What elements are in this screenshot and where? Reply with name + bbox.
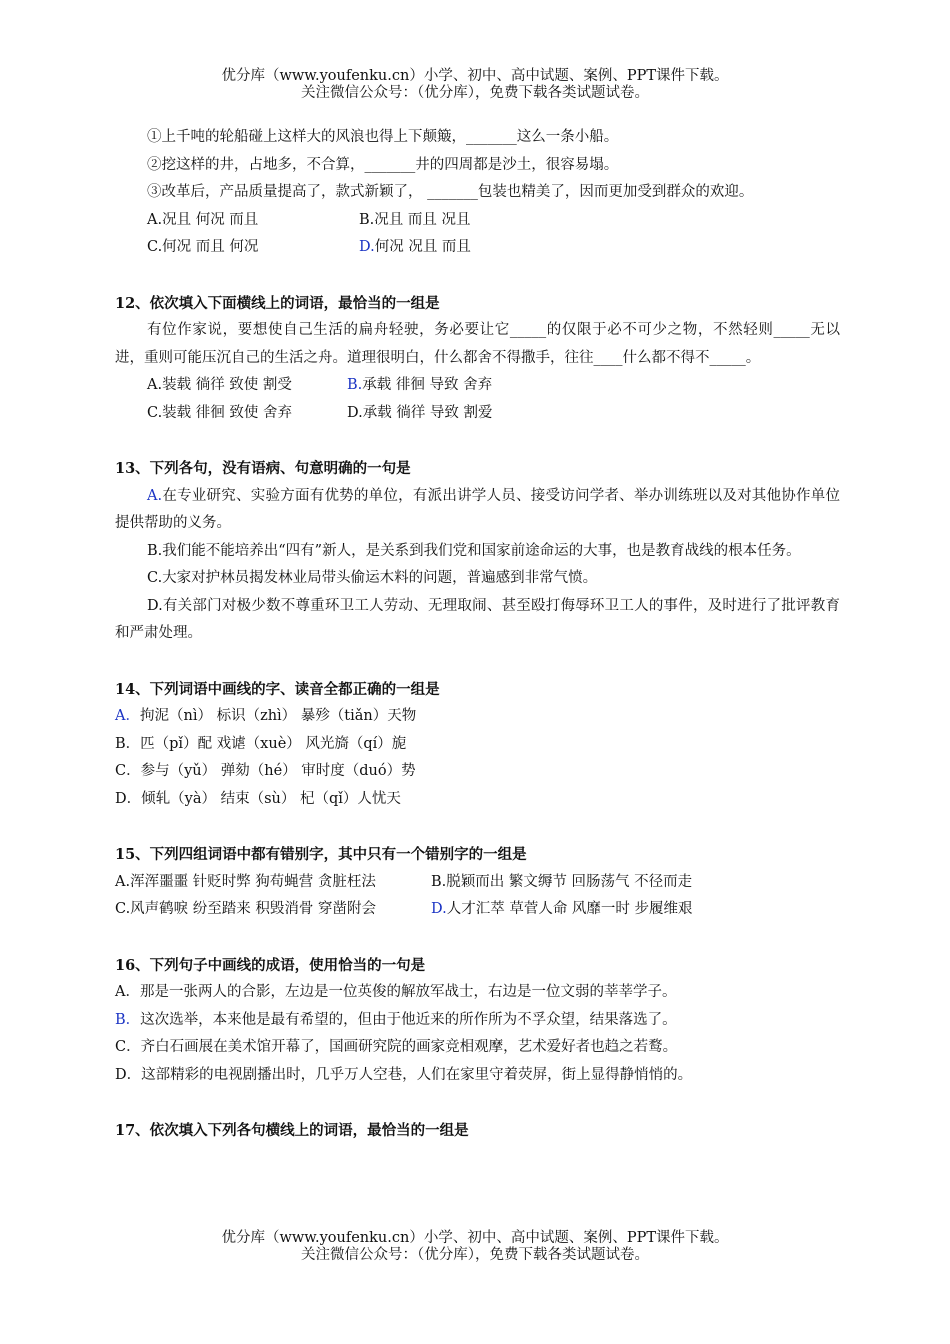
q17-title: 17、依次填入下列各句横线上的词语，最恰当的一组是 bbox=[115, 1122, 469, 1139]
page-footer bbox=[0, 1230, 950, 1264]
q11-options-row-2 bbox=[115, 234, 840, 262]
q16-option-c: C．齐白石画展在美术馆开幕了，国画研究院的画家竞相观摩，艺术爱好者也趋之若鹜。 bbox=[115, 1039, 678, 1055]
q13-option-c: C.大家对护林员揭发林业局带头偷运木料的问题，普遍感到非常气愤。 bbox=[147, 570, 598, 586]
q12-option-b bbox=[347, 372, 492, 400]
q15-option-d-text: 人才汇萃 草菅人命 风靡一时 步履维艰 bbox=[446, 901, 693, 917]
question-16 bbox=[115, 952, 840, 1090]
question-15 bbox=[115, 841, 840, 924]
q14-option-d: D．倾轧（yà） 结束（sù） 杞（qǐ）人忧天 bbox=[115, 790, 401, 807]
page-header bbox=[0, 68, 950, 102]
q12-options-row-1 bbox=[115, 372, 840, 400]
q12-option-a: A.装载 徜徉 致使 割受 bbox=[147, 377, 292, 393]
q15-option-d-letter: D. bbox=[431, 901, 447, 917]
q16-option-b-letter: B． bbox=[115, 1011, 141, 1028]
q15-option-b: B.脱颖而出 繁文缛节 回肠荡气 不径而走 bbox=[431, 873, 693, 890]
q11-option-c: C.何况 而且 何况 bbox=[147, 239, 259, 255]
q15-options-row-2 bbox=[115, 896, 840, 924]
q14-option-b: B．匹（pǐ）配 戏谑（xuè） 风光旖（qí）旎 bbox=[115, 735, 407, 752]
q16-option-b-text: 这次选举，本来他是最有希望的，但由于他近来的所作所为不孚众望，结果落选了。 bbox=[140, 1011, 677, 1028]
q15-option-a: A.浑浑噩噩 针贬时弊 狗苟蝇营 贪脏枉法 bbox=[115, 873, 376, 890]
question-14 bbox=[115, 676, 840, 814]
question-17 bbox=[115, 1117, 840, 1145]
q16-option-b bbox=[115, 1007, 840, 1035]
q11-sentence-3: ③改革后，产品质量提高了，款式新颖了， _______包装也精美了，因而更加受到群众的欢迎。 bbox=[147, 184, 754, 200]
header-line-2: 关注微信公众号：（优分库），免费下载各类试题试卷。 bbox=[301, 85, 649, 101]
q11-sentence-2: ②挖这样的井，占地多，不合算，_______井的四周都是沙土，很容易塌。 bbox=[147, 156, 619, 173]
q14-option-c: C．参与（yǔ） 弹劾（hé） 审时度（duó）势 bbox=[115, 763, 416, 779]
q15-option-d bbox=[431, 896, 693, 924]
q13-option-d: D.有关部门对极少数不尊重环卫工人劳动、无理取闹、甚至殴打侮辱环卫工人的事件，及时进行了批评教育和严肃处理。 bbox=[115, 597, 840, 641]
footer-line-2: 关注微信公众号：（优分库），免费下载各类试题试卷。 bbox=[301, 1247, 649, 1263]
q11-sentence-1: ①上千吨的轮船碰上这样大的风浪也得上下颠簸，_______这么一条小船。 bbox=[147, 129, 619, 145]
q11-option-a: A.况且 何况 而且 bbox=[147, 211, 259, 228]
q11-option-d bbox=[359, 234, 471, 262]
q11-option-b: B.况且 而且 况且 bbox=[359, 211, 471, 228]
header-line-1: 优分库（www.youfenku.cn）小学、初中、高中试题、案例、PPT课件下载。 bbox=[221, 68, 729, 84]
q14-option-a bbox=[115, 703, 840, 731]
q14-option-a-text: 拘泥（nì） 标识（zhì） 暴殄（tiǎn）天物 bbox=[139, 708, 417, 724]
q12-options-row-2 bbox=[115, 400, 840, 428]
q12-option-c: C.装载 徘徊 致使 舍弃 bbox=[147, 404, 293, 421]
q15-title: 15、下列四组词语中都有错别字，其中只有一个错别字的一组是 bbox=[115, 846, 527, 863]
q14-title: 14、下列词语中画线的字、读音全都正确的一组是 bbox=[115, 680, 440, 698]
q11-option-d-letter: D. bbox=[359, 239, 375, 255]
document-body bbox=[115, 124, 840, 1145]
q15-options-row-1 bbox=[115, 869, 840, 897]
q13-title: 13、下列各句，没有语病、句意明确的一句是 bbox=[115, 460, 411, 477]
q13-option-a-letter: A. bbox=[147, 487, 163, 504]
q16-option-a: A．那是一张两人的合影，左边是一位英俊的解放军战士，右边是一位文弱的莘莘学子。 bbox=[115, 984, 677, 1000]
q12-option-b-letter: B. bbox=[347, 377, 363, 393]
q13-option-b: B.我们能不能培养出“四有”新人，是关系到我们党和国家前途命运的大事，也是教育战线的根本任务。 bbox=[147, 542, 801, 559]
q16-option-d: D．这部精彩的电视剧播出时，几乎万人空巷，人们在家里守着荧屏，街上显得静悄悄的。 bbox=[115, 1066, 693, 1083]
question-13 bbox=[115, 455, 840, 648]
q12-passage: 有位作家说，要想使自己生活的扁舟轻驶，务必要让它_____的仅限于必不可少之物，不然轻则_____无以进，重则可能压沉自己的生活之舟。道理很明白，什么都舍不得撒手，往往____什么都不得不_____。 bbox=[115, 322, 840, 366]
q16-title: 16、下列句子中画线的成语，使用恰当的一句是 bbox=[115, 956, 426, 974]
q13-option-a bbox=[115, 483, 840, 538]
q12-title: 12、依次填入下面横线上的词语，最恰当的一组是 bbox=[115, 294, 440, 312]
q14-option-a-letter: A． bbox=[115, 708, 140, 724]
q12-option-b-text: 承载 徘徊 导致 舍弃 bbox=[362, 377, 493, 393]
question-11 bbox=[115, 124, 840, 262]
q15-option-c: C.风声鹤唳 纷至踏来 积毁消骨 穿凿附会 bbox=[115, 901, 377, 917]
q11-options-row-1 bbox=[115, 207, 840, 235]
q13-option-a-text: 在专业研究、实验方面有优势的单位，有派出讲学人员、接受访问学者、举办训练班以及对其他协作单位提供帮助的义务。 bbox=[115, 487, 840, 531]
q11-option-d-text: 何况 况且 而且 bbox=[374, 239, 471, 255]
footer-line-1: 优分库（www.youfenku.cn）小学、初中、高中试题、案例、PPT课件下载。 bbox=[221, 1230, 729, 1246]
q12-option-d: D.承载 徜徉 导致 割爱 bbox=[347, 404, 493, 421]
question-12 bbox=[115, 290, 840, 428]
